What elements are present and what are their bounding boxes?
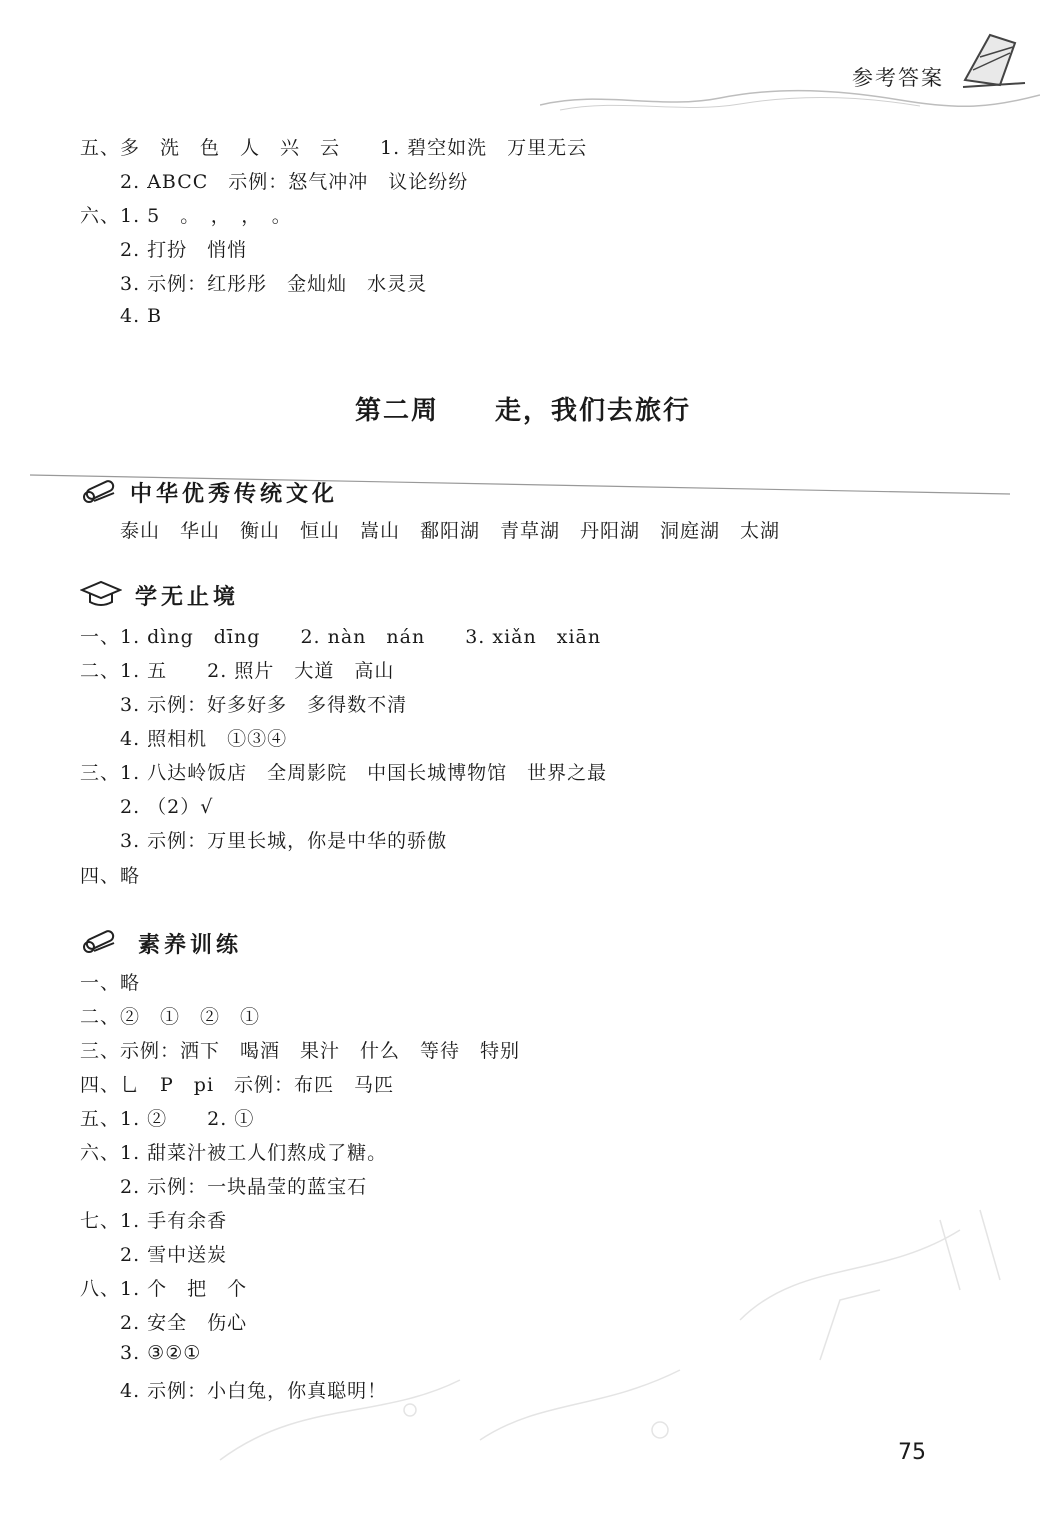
answer-line: 2. （2）√ — [120, 796, 214, 818]
answer-line: 4. 照相机 ①③④ — [120, 728, 288, 750]
answer-line: 3. 示例：红彤彤 金灿灿 水灵灵 — [120, 273, 428, 295]
answer-line: 一、略 — [80, 972, 141, 994]
answer-line: 三、1. 八达岭饭店 全周影院 中国长城博物馆 世界之最 — [80, 762, 608, 784]
answer-line: 3. 示例：万里长城，你是中华的骄傲 — [120, 830, 448, 852]
page-number: 75 — [898, 1440, 926, 1465]
answer-line: 八、1. 个 把 个 — [80, 1278, 248, 1300]
answer-line: 4. 示例：小白兔，你真聪明！ — [120, 1380, 388, 1402]
section-title-culture: 中华优秀传统文化 — [130, 482, 339, 507]
answer-line: 2. 打扮 悄悄 — [120, 239, 248, 261]
answer-line: 四、略 — [80, 865, 141, 887]
answer-line: 五、1. ② 2. ① — [80, 1108, 255, 1130]
answer-line: 三、示例：洒下 喝酒 果汁 什么 等待 特别 — [80, 1040, 521, 1062]
answer-line: 七、1. 手有余香 — [80, 1210, 228, 1232]
section-title-learning: 学无止境 — [135, 585, 240, 610]
answer-line: 五、多 洗 色 人 兴 云 1. 碧空如洗 万里无云 — [80, 137, 588, 159]
answer-line: 3. ③②① — [120, 1342, 202, 1364]
answer-line: 3. 示例：好多好多 多得数不清 — [120, 694, 408, 716]
scroll-icon — [80, 475, 122, 507]
scroll-icon — [80, 925, 122, 957]
answer-line: 2. 安全 伤心 — [120, 1312, 248, 1334]
answer-line: 4. B — [120, 305, 163, 327]
answer-line: 一、1. dìng dīng 2. nàn nán 3. xiǎn xiān — [80, 626, 602, 648]
answer-line: 二、② ① ② ① — [80, 1006, 261, 1028]
answer-line: 2. ABCC 示例：怒气冲冲 议论纷纷 — [120, 171, 469, 193]
beach-chair-icon — [955, 25, 1030, 95]
header-title: 参考答案 — [852, 66, 944, 90]
section-title-training: 素养训练 — [138, 933, 243, 958]
answer-line: 六、1. 5 。 ， ， 。 — [80, 205, 292, 227]
answer-line: 2. 雪中送炭 — [120, 1244, 228, 1266]
week-title: 第二周 走，我们去旅行 — [355, 396, 692, 426]
graduation-cap-icon — [80, 578, 122, 608]
answer-line: 六、1. 甜菜汁被工人们熬成了糖。 — [80, 1142, 388, 1164]
answer-line: 四、⺃ P pi 示例：布匹 马匹 — [80, 1074, 395, 1096]
answer-line: 2. 示例：一块晶莹的蓝宝石 — [120, 1176, 368, 1198]
answer-line: 二、1. 五 2. 照片 大道 高山 — [80, 660, 395, 682]
answer-line: 泰山 华山 衡山 恒山 嵩山 鄱阳湖 青草湖 丹阳湖 洞庭湖 太湖 — [120, 520, 781, 542]
